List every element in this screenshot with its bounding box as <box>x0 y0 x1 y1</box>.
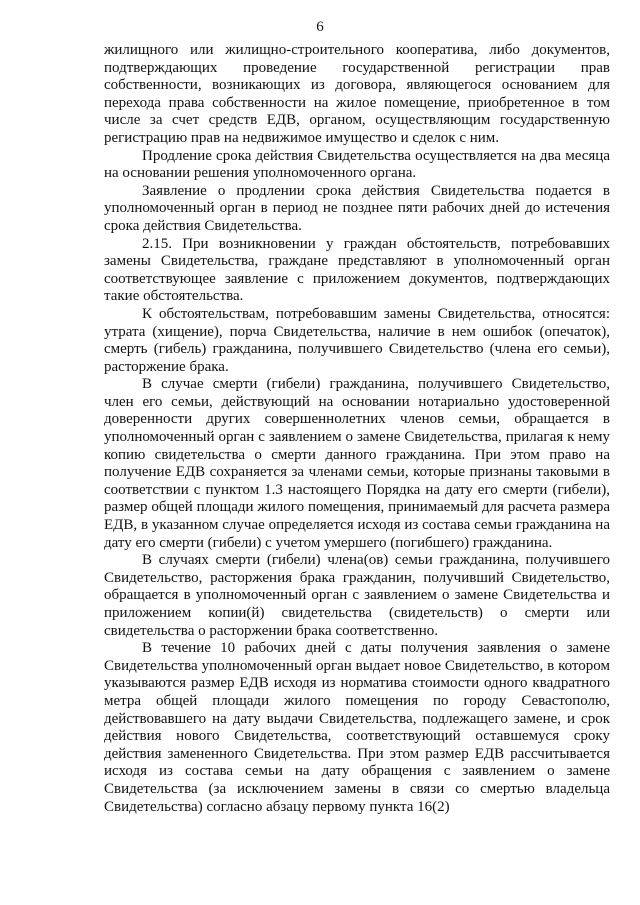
paragraph-5: К обстоятельствам, потребовавшим замены Свидетельства, относятся: утрата (хищение), порча Свидетельства, наличие в нем ошибок (опечаток), смерть (гибель) гражданина, получившего Свидетельство (члена его семьи), расторжение брака. <box>104 305 610 375</box>
paragraph-7: В случаях смерти (гибели) члена(ов) семьи гражданина, получившего Свидетельство, расторжения брака гражданин, получивший Свидетельство, обращается в уполномоченный орган с заявлением о замене Свидетельства и приложением копии(й) свидетельства (свидетельств) о смерти или свидетельства о расторжении брака соответственно. <box>104 552 610 639</box>
document-body <box>104 42 610 816</box>
paragraph-2: Продление срока действия Свидетельства осуществляется на два месяца на основании решения уполномоченного органа. <box>104 147 610 182</box>
paragraph-6: В случае смерти (гибели) гражданина, получившего Свидетельство, член его семьи, действующий на основании нотариально удостоверенной доверенности других совершеннолетних членов семьи, обращается в уполномоченный орган с заявлением о замене Свидетельства, прилагая к нему копию свидетельства о смерти данного гражданина. При этом право на получение ЕДВ сохраняется за членами семьи, которые признаны таковыми в соответствии с пунктом 1.3 настоящего Порядка на дату его смерти (гибели), размер общей площади жилого помещения, принимаемый для расчета размера ЕДВ, в указанном случае определяется исходя из состава семьи гражданина на дату его смерти (гибели) с учетом умершего (погибшего) гражданина. <box>104 376 610 551</box>
paragraph-8: В течение 10 рабочих дней с даты получения заявления о замене Свидетельства уполномоченный орган выдает новое Свидетельство, в котором указываются размер ЕДВ исходя из норматива стоимости одного квадратного метра общей площади жилого помещения по городу Севастополю, действовавшего на дату выдачи Свидетельства, подлежащего замене, и срок действия нового Свидетельства, соответствующий оставшемуся сроку действия замененного Свидетельства. При этом размер ЕДВ рассчитывается исходя из состава семьи на дату обращения с заявлением о замене Свидетельства (за исключением замены в связи со смертью владельца Свидетельства) согласно абзацу первому пункта 16(2) <box>104 640 610 815</box>
paragraph-3: Заявление о продлении срока действия Свидетельства подается в уполномоченный орган в период не позднее пяти рабочих дней до истечения срока действия Свидетельства. <box>104 182 610 234</box>
paragraph-1: жилищного или жилищно-строительного кооператива, либо документов, подтверждающих проведение государственной регистрации прав собственности, возникающих из договора, являющегося основанием для перехода права собственности на жилое помещение, приобретенное в том числе за счет средств ЕДВ, органом, осуществляющим государственную регистрацию прав на недвижимое имущество и сделок с ним. <box>104 42 610 146</box>
paragraph-4: 2.15. При возникновении у граждан обстоятельств, потребовавших замены Свидетельства, граждане представляют в уполномоченный орган соответствующее заявление с приложением документов, подтверждающих такие обстоятельства. <box>104 235 610 305</box>
page-number: 6 <box>316 19 324 35</box>
